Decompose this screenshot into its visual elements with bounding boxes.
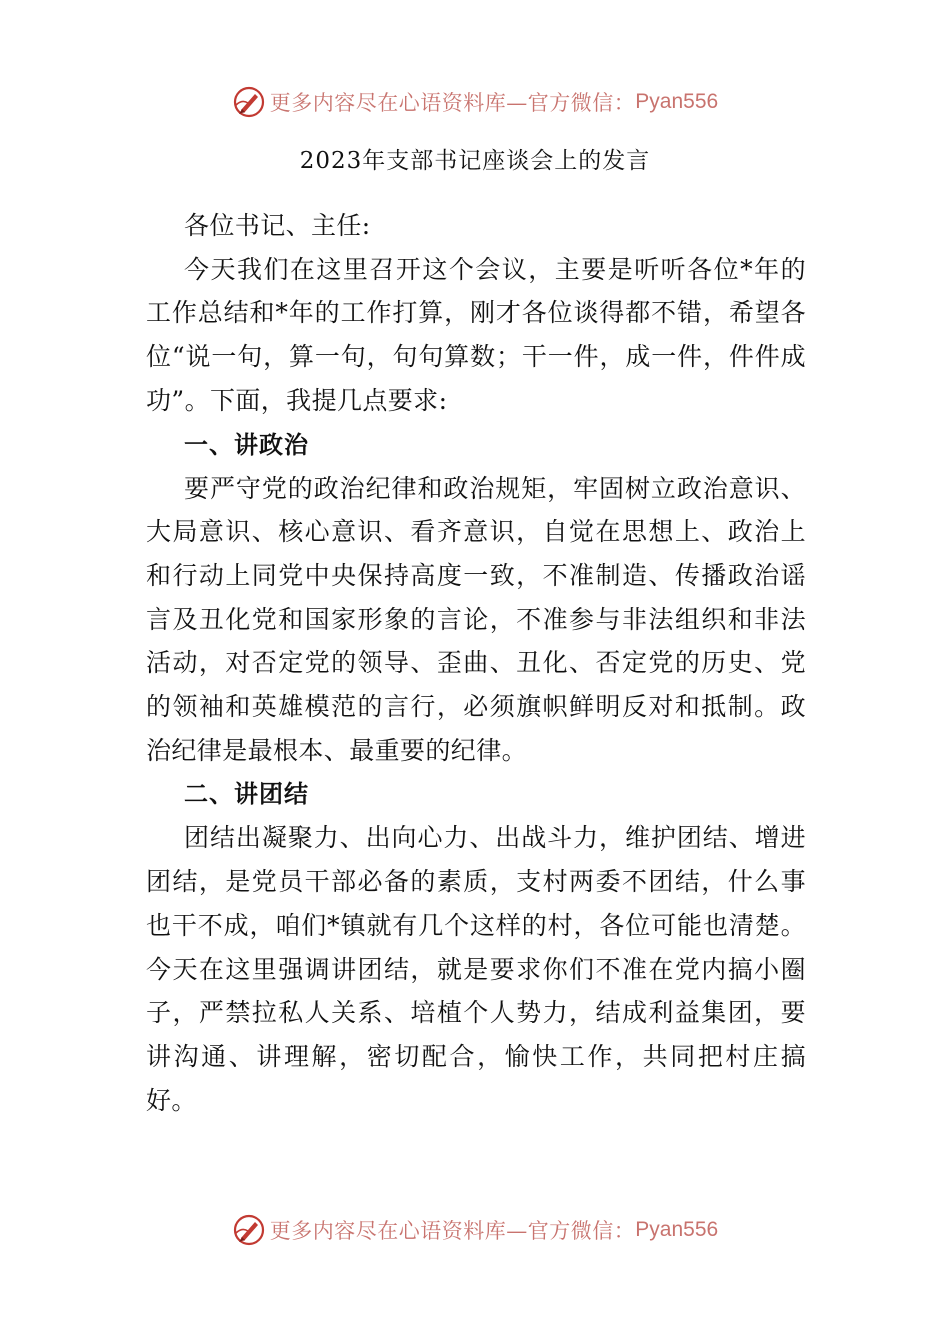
- document-body: [146, 204, 806, 1122]
- intro-paragraph: 今天我们在这里召开这个会议，主要是听听各位*年的工作总结和*年的工作打算，刚才各位谈得都不错，希望各位“说一句，算一句，句句算数；干一件，成一件，件件成功”。下面，我提几点要求:: [146, 254, 806, 415]
- footer-banner-wechat: Pyan556: [635, 1218, 719, 1241]
- header-banner-wechat: Pyan556: [635, 90, 719, 113]
- section-body-2: 团结出凝聚力、出向心力、出战斗力，维护团结、增进团结，是党员干部必备的素质，支村两委不团结，什么事也干不成，咱们*镇就有几个这样的村，各位可能也清楚。今天在这里强调讲团结，就是要求你们不准在党内搞小圈子，严禁拉私人关系、培植个人势力，结成利益集团，要讲沟通、讲理解，密切配合，愉快工作，共同把村庄搞好。: [146, 823, 806, 1115]
- header-banner-text: 更多内容尽在心语资料库—官方微信：: [269, 91, 636, 115]
- footer-banner: [0, 1210, 950, 1250]
- pen-logo-icon: [232, 1213, 266, 1247]
- pen-logo-icon: [232, 85, 266, 119]
- greeting: 各位书记、主任:: [184, 211, 371, 240]
- header-banner: [0, 82, 950, 122]
- section-heading-2: 二、讲团结: [184, 780, 309, 809]
- footer-banner-text: 更多内容尽在心语资料库—官方微信：: [269, 1219, 636, 1243]
- section-heading-1: 一、讲政治: [184, 430, 309, 459]
- section-body-1: 要严守党的政治纪律和政治规矩，牢固树立政治意识、大局意识、核心意识、看齐意识，自觉在思想上、政治上和行动上同党中央保持高度一致，不准制造、传播政治谣言及丑化党和国家形象的言论，不准参与非法组织和非法活动，对否定党的领导、歪曲、丑化、否定党的历史、党的领袖和英雄模范的言行，必须旗帜鲜明反对和抵制。政治纪律是最根本、最重要的纪律。: [146, 473, 806, 765]
- document-title: 2023年支部书记座谈会上的发言: [299, 148, 651, 174]
